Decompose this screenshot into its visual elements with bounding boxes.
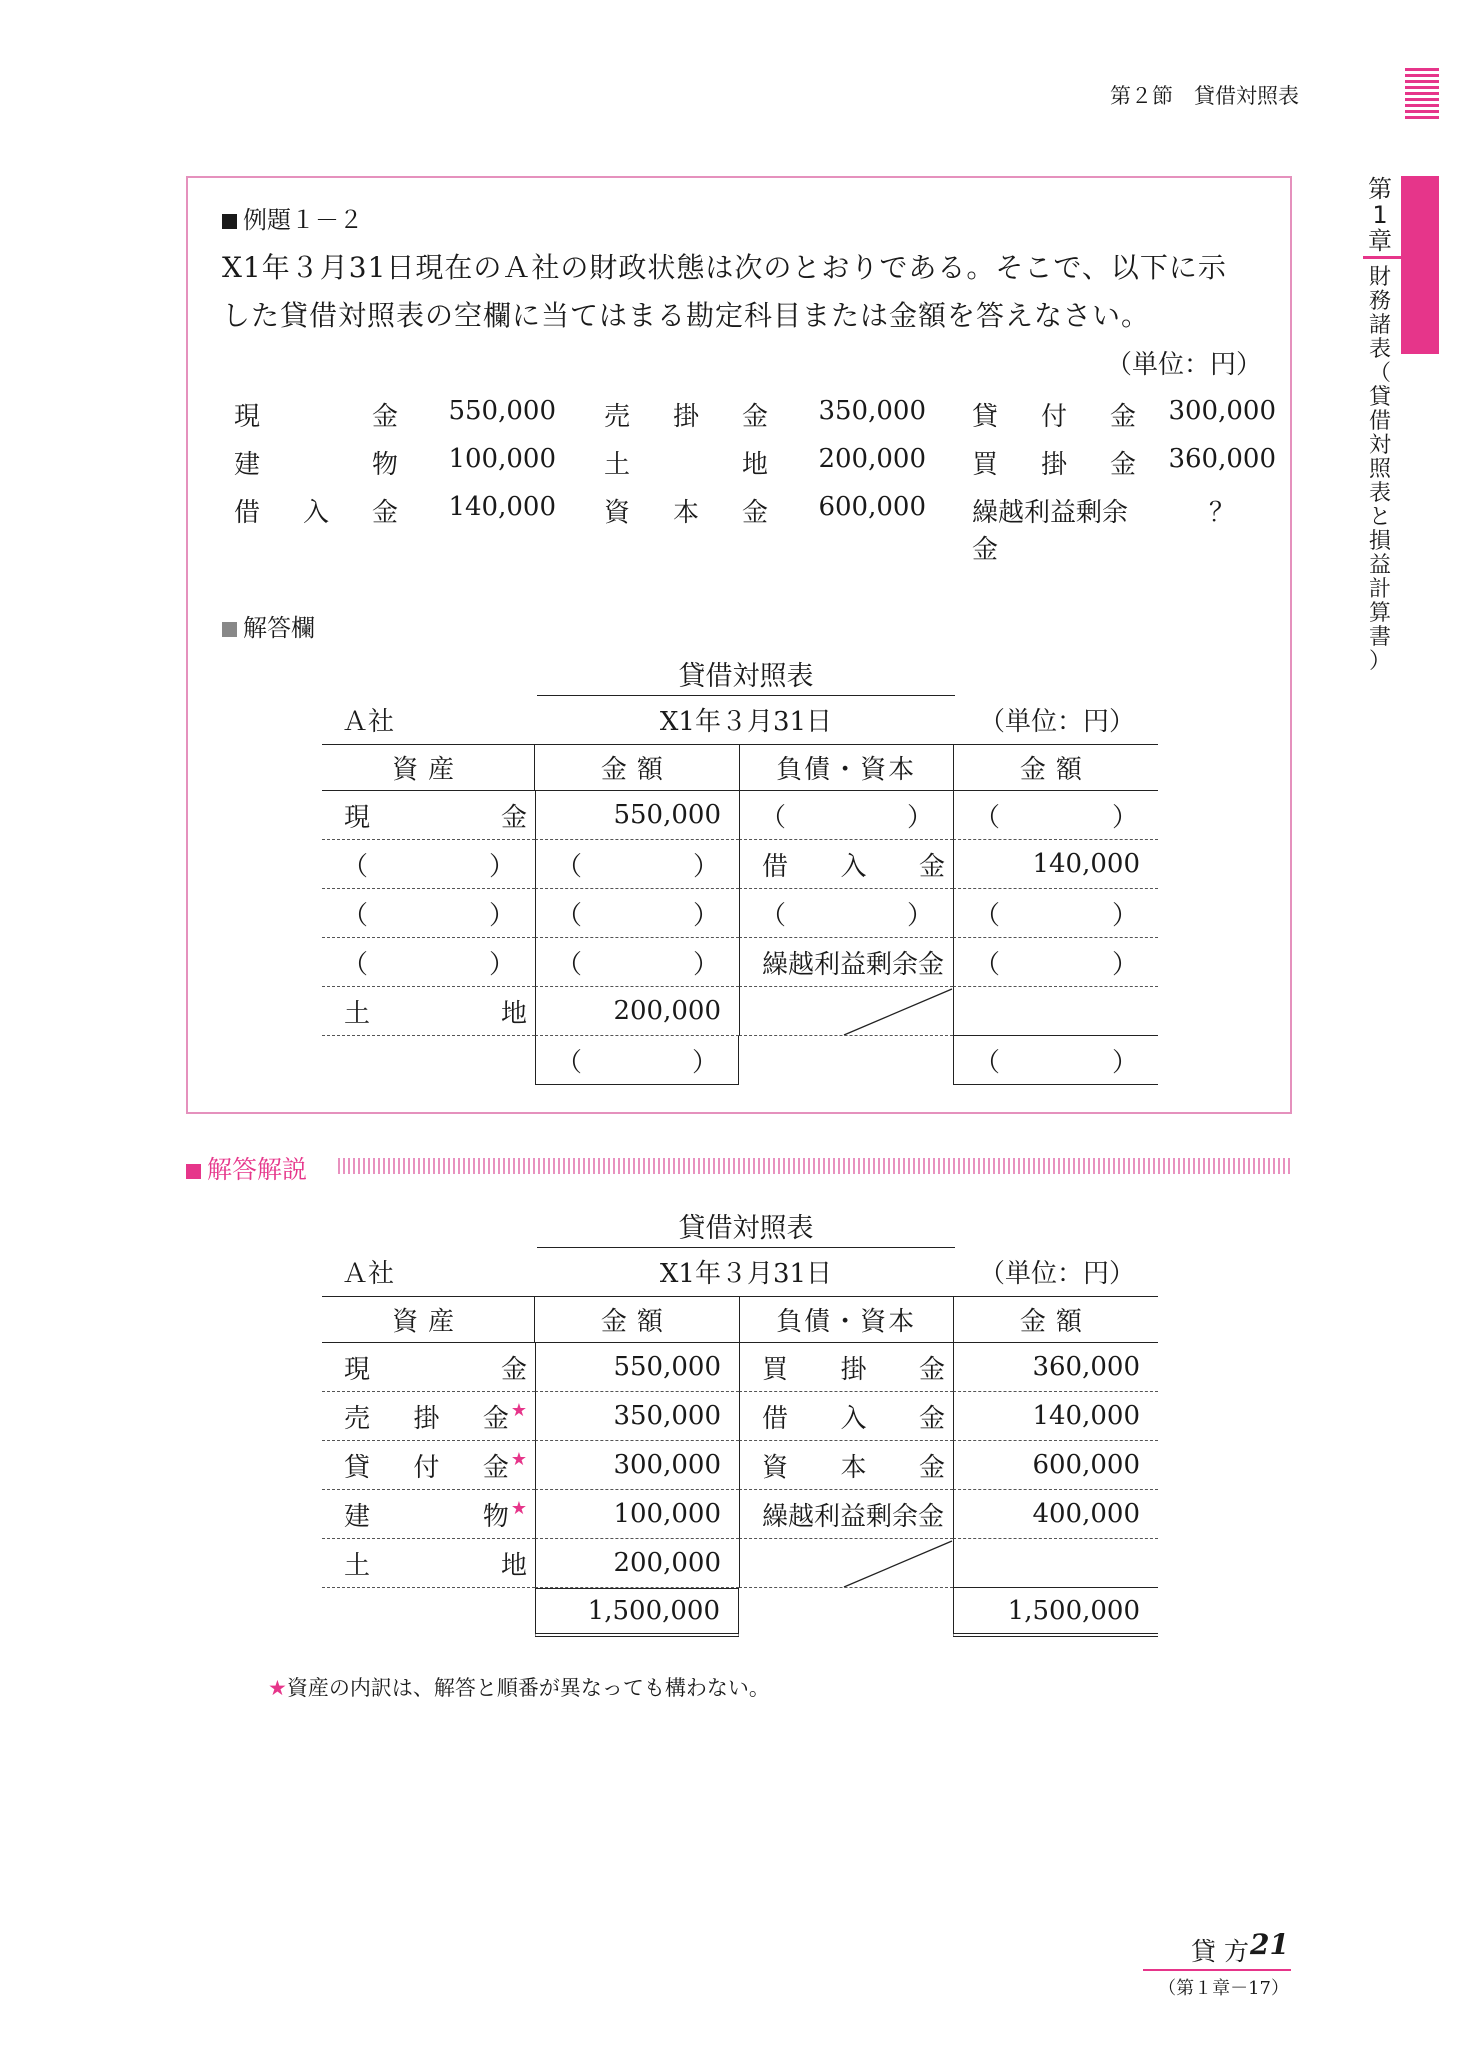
asset-name: 現 金	[322, 1343, 535, 1392]
balance-name: 土 地	[604, 450, 768, 480]
chapter-subtitle-char: （	[1368, 361, 1391, 386]
balance-name: 現 金	[234, 402, 398, 432]
dotted-rule-decoration	[338, 1158, 1292, 1174]
chapter-subtitle-char: 貸	[1368, 385, 1391, 410]
header-amount: 金額	[534, 1297, 738, 1342]
liability-amount: 400,000	[953, 1490, 1158, 1539]
blank-entry[interactable]: （ ）	[535, 938, 739, 987]
header-liabilities: 負債・資本	[739, 1297, 953, 1342]
chapter-subtitle	[1365, 266, 1395, 674]
liability-amount: 140,000	[953, 1392, 1158, 1441]
blank-entry[interactable]: （ ）	[953, 938, 1158, 987]
page-number: 21	[1250, 1928, 1289, 1961]
liability-name: 繰越利益剰余金	[739, 938, 953, 987]
liability-name: 借 入 金	[739, 1392, 953, 1441]
asset-amount: 350,000	[535, 1392, 739, 1441]
table-row	[322, 840, 1158, 889]
chapter-subtitle-char: 損	[1368, 529, 1391, 554]
header-amount: 金額	[534, 745, 738, 790]
empty-cell	[322, 1036, 535, 1085]
sheet-company: Ａ社	[342, 707, 395, 737]
chapter-char: 1	[1372, 201, 1388, 229]
asset-amount: 550,000	[535, 1343, 739, 1392]
chapter-char: 章	[1368, 227, 1392, 255]
liability-amount: 140,000	[953, 840, 1158, 889]
header-amount: 金額	[953, 1297, 1158, 1342]
header-assets: 資産	[392, 755, 465, 785]
balance-name: 買 掛 金	[972, 450, 1136, 480]
table-row	[322, 1441, 1158, 1490]
problem-text-line-1: X1年３月31日現在のＡ社の財政状態は次のとおりである。そこで、以下に示	[222, 251, 1227, 284]
balance-name: 借 入 金	[234, 498, 398, 528]
table-row	[322, 1036, 1158, 1085]
liability-amount: 600,000	[953, 1441, 1158, 1490]
example-heading: 例題１－２	[222, 200, 363, 235]
balance-value: ？	[1208, 498, 1235, 528]
chapter-subtitle-char: 表	[1368, 481, 1391, 506]
chapter-char: 第	[1368, 175, 1392, 203]
footer-label: 貸方	[1190, 1937, 1257, 1966]
table-header	[322, 744, 1158, 791]
table-row	[322, 1392, 1158, 1441]
problem-text-line-2: した貸借対照表の空欄に当てはまる勘定科目または金額を答えなさい。	[222, 299, 1151, 332]
square-bullet-icon	[222, 214, 237, 229]
balance-value: 360,000	[1168, 444, 1276, 474]
balance-value: 200,000	[818, 444, 926, 474]
liability-name: 借 入 金	[739, 840, 953, 889]
asset-amount: 100,000	[535, 1490, 739, 1539]
table-row	[322, 1490, 1158, 1539]
chapter-subtitle-char: 照	[1368, 457, 1391, 482]
sheet-date: X1年３月31日	[659, 1259, 833, 1289]
blank-total[interactable]: （ ）	[535, 1036, 739, 1085]
balance-value: 350,000	[818, 396, 926, 426]
header-amount: 金額	[953, 745, 1158, 790]
balance-name: 資 本 金	[604, 498, 768, 528]
footnote: ★資産の内訳は、解答と順番が異なっても構わない。	[268, 1676, 770, 1700]
blank-entry[interactable]: （ ）	[953, 889, 1158, 938]
chapter-subtitle-char: 対	[1368, 433, 1391, 458]
balance-name: 建 物	[234, 450, 398, 480]
sheet-company: Ａ社	[342, 1259, 395, 1289]
liability-amount: 360,000	[953, 1343, 1158, 1392]
blank-balance-sheet	[322, 744, 1158, 1085]
asset-amount: 300,000	[535, 1441, 739, 1490]
balance-value: 140,000	[448, 492, 556, 522]
footer-chapter-page: （第１章－17）	[1158, 1978, 1289, 1999]
blank-total[interactable]: （ ）	[953, 1036, 1158, 1085]
chapter-underline	[1363, 256, 1401, 259]
chapter-subtitle-char: 務	[1368, 289, 1391, 314]
square-bullet-icon	[186, 1164, 201, 1179]
table-row	[322, 938, 1158, 987]
chapter-label	[1365, 176, 1395, 254]
chapter-subtitle-char: 算	[1368, 601, 1391, 626]
liability-name: 資 本 金	[739, 1441, 953, 1490]
diagonal-line	[740, 1539, 954, 1588]
blank-entry[interactable]: （ ）	[322, 938, 535, 987]
sheet-title-rule	[537, 695, 955, 696]
balance-value: 550,000	[448, 396, 556, 426]
blank-entry[interactable]: （ ）	[953, 791, 1158, 840]
table-header	[322, 1296, 1158, 1343]
chapter-subtitle-char: 益	[1368, 553, 1391, 578]
header-stripe-decoration	[1405, 68, 1439, 120]
sheet-title: 貸借対照表	[678, 661, 814, 692]
diagonal-line	[740, 987, 954, 1036]
section-title: 第２節 貸借対照表	[1110, 84, 1299, 108]
answer-balance-sheet	[322, 1296, 1158, 1637]
asset-name: 建 物 ★	[322, 1490, 535, 1539]
problem-unit: （単位：円）	[1106, 350, 1263, 380]
empty-cell	[953, 987, 1158, 1036]
table-row	[322, 889, 1158, 938]
footer-rule	[1143, 1969, 1291, 1971]
table-row	[322, 791, 1158, 840]
table-row	[322, 987, 1158, 1036]
chapter-tab-marker	[1401, 176, 1439, 354]
sheet-unit: （単位：円）	[978, 1259, 1135, 1289]
blank-entry[interactable]: （ ）	[535, 889, 739, 938]
balance-value: 100,000	[448, 444, 556, 474]
diagonal-filler	[739, 987, 953, 1036]
liability-name: 繰越利益剰余金	[739, 1490, 953, 1539]
table-row	[322, 1343, 1158, 1392]
answer-section-label: 解答欄	[222, 608, 315, 643]
blank-entry[interactable]: （ ）	[535, 840, 739, 889]
chapter-subtitle-char: 財	[1368, 265, 1391, 290]
asset-name: 貸 付 金 ★	[322, 1441, 535, 1490]
table-row	[322, 1588, 1158, 1637]
header-assets: 資産	[392, 1307, 465, 1337]
asset-name: 土 地	[322, 1539, 535, 1588]
chapter-subtitle-char: 計	[1368, 577, 1391, 602]
sheet-date: X1年３月31日	[659, 707, 833, 737]
header-liabilities: 負債・資本	[739, 745, 953, 790]
table-row	[322, 1539, 1158, 1588]
balance-name: 繰越利益剰余金	[972, 498, 1129, 565]
chapter-subtitle-char: 表	[1368, 337, 1391, 362]
total-assets: 1,500,000	[535, 1588, 739, 1637]
chapter-subtitle-char: ）	[1368, 649, 1391, 674]
empty-cell	[953, 1539, 1158, 1588]
balance-name: 売 掛 金	[604, 402, 768, 432]
asset-amount: 550,000	[535, 791, 739, 840]
asset-amount: 200,000	[535, 987, 739, 1036]
square-bullet-icon	[222, 622, 237, 637]
star-icon: ★	[268, 1676, 287, 1700]
blank-entry[interactable]: （ ）	[739, 889, 953, 938]
chapter-subtitle-char: 書	[1368, 625, 1391, 650]
sheet-title: 貸借対照表	[678, 1213, 814, 1244]
balance-name: 貸 付 金	[972, 402, 1136, 432]
sheet-unit: （単位：円）	[978, 707, 1135, 737]
balance-value: 300,000	[1168, 396, 1276, 426]
diagonal-filler	[739, 1539, 953, 1588]
blank-entry[interactable]: （ ）	[322, 840, 535, 889]
blank-entry[interactable]: （ ）	[322, 889, 535, 938]
chapter-subtitle-char: 借	[1368, 409, 1391, 434]
asset-name: 売 掛 金 ★	[322, 1392, 535, 1441]
empty-cell	[739, 1588, 953, 1637]
balance-value: 600,000	[818, 492, 926, 522]
sheet-title-rule	[537, 1247, 955, 1248]
answer-heading: 解答解説	[186, 1150, 307, 1186]
blank-entry[interactable]: （ ）	[739, 791, 953, 840]
asset-amount: 200,000	[535, 1539, 739, 1588]
asset-name: 土 地	[322, 987, 535, 1036]
star-icon: ★	[510, 1400, 527, 1421]
chapter-subtitle-char: 諸	[1368, 313, 1391, 338]
empty-cell	[322, 1588, 535, 1637]
star-icon: ★	[510, 1449, 527, 1470]
empty-cell	[739, 1036, 953, 1085]
chapter-subtitle-char: と	[1368, 505, 1391, 530]
star-icon: ★	[510, 1498, 527, 1519]
asset-name: 現 金	[322, 791, 535, 840]
total-liabilities: 1,500,000	[953, 1588, 1158, 1637]
liability-name: 買 掛 金	[739, 1343, 953, 1392]
